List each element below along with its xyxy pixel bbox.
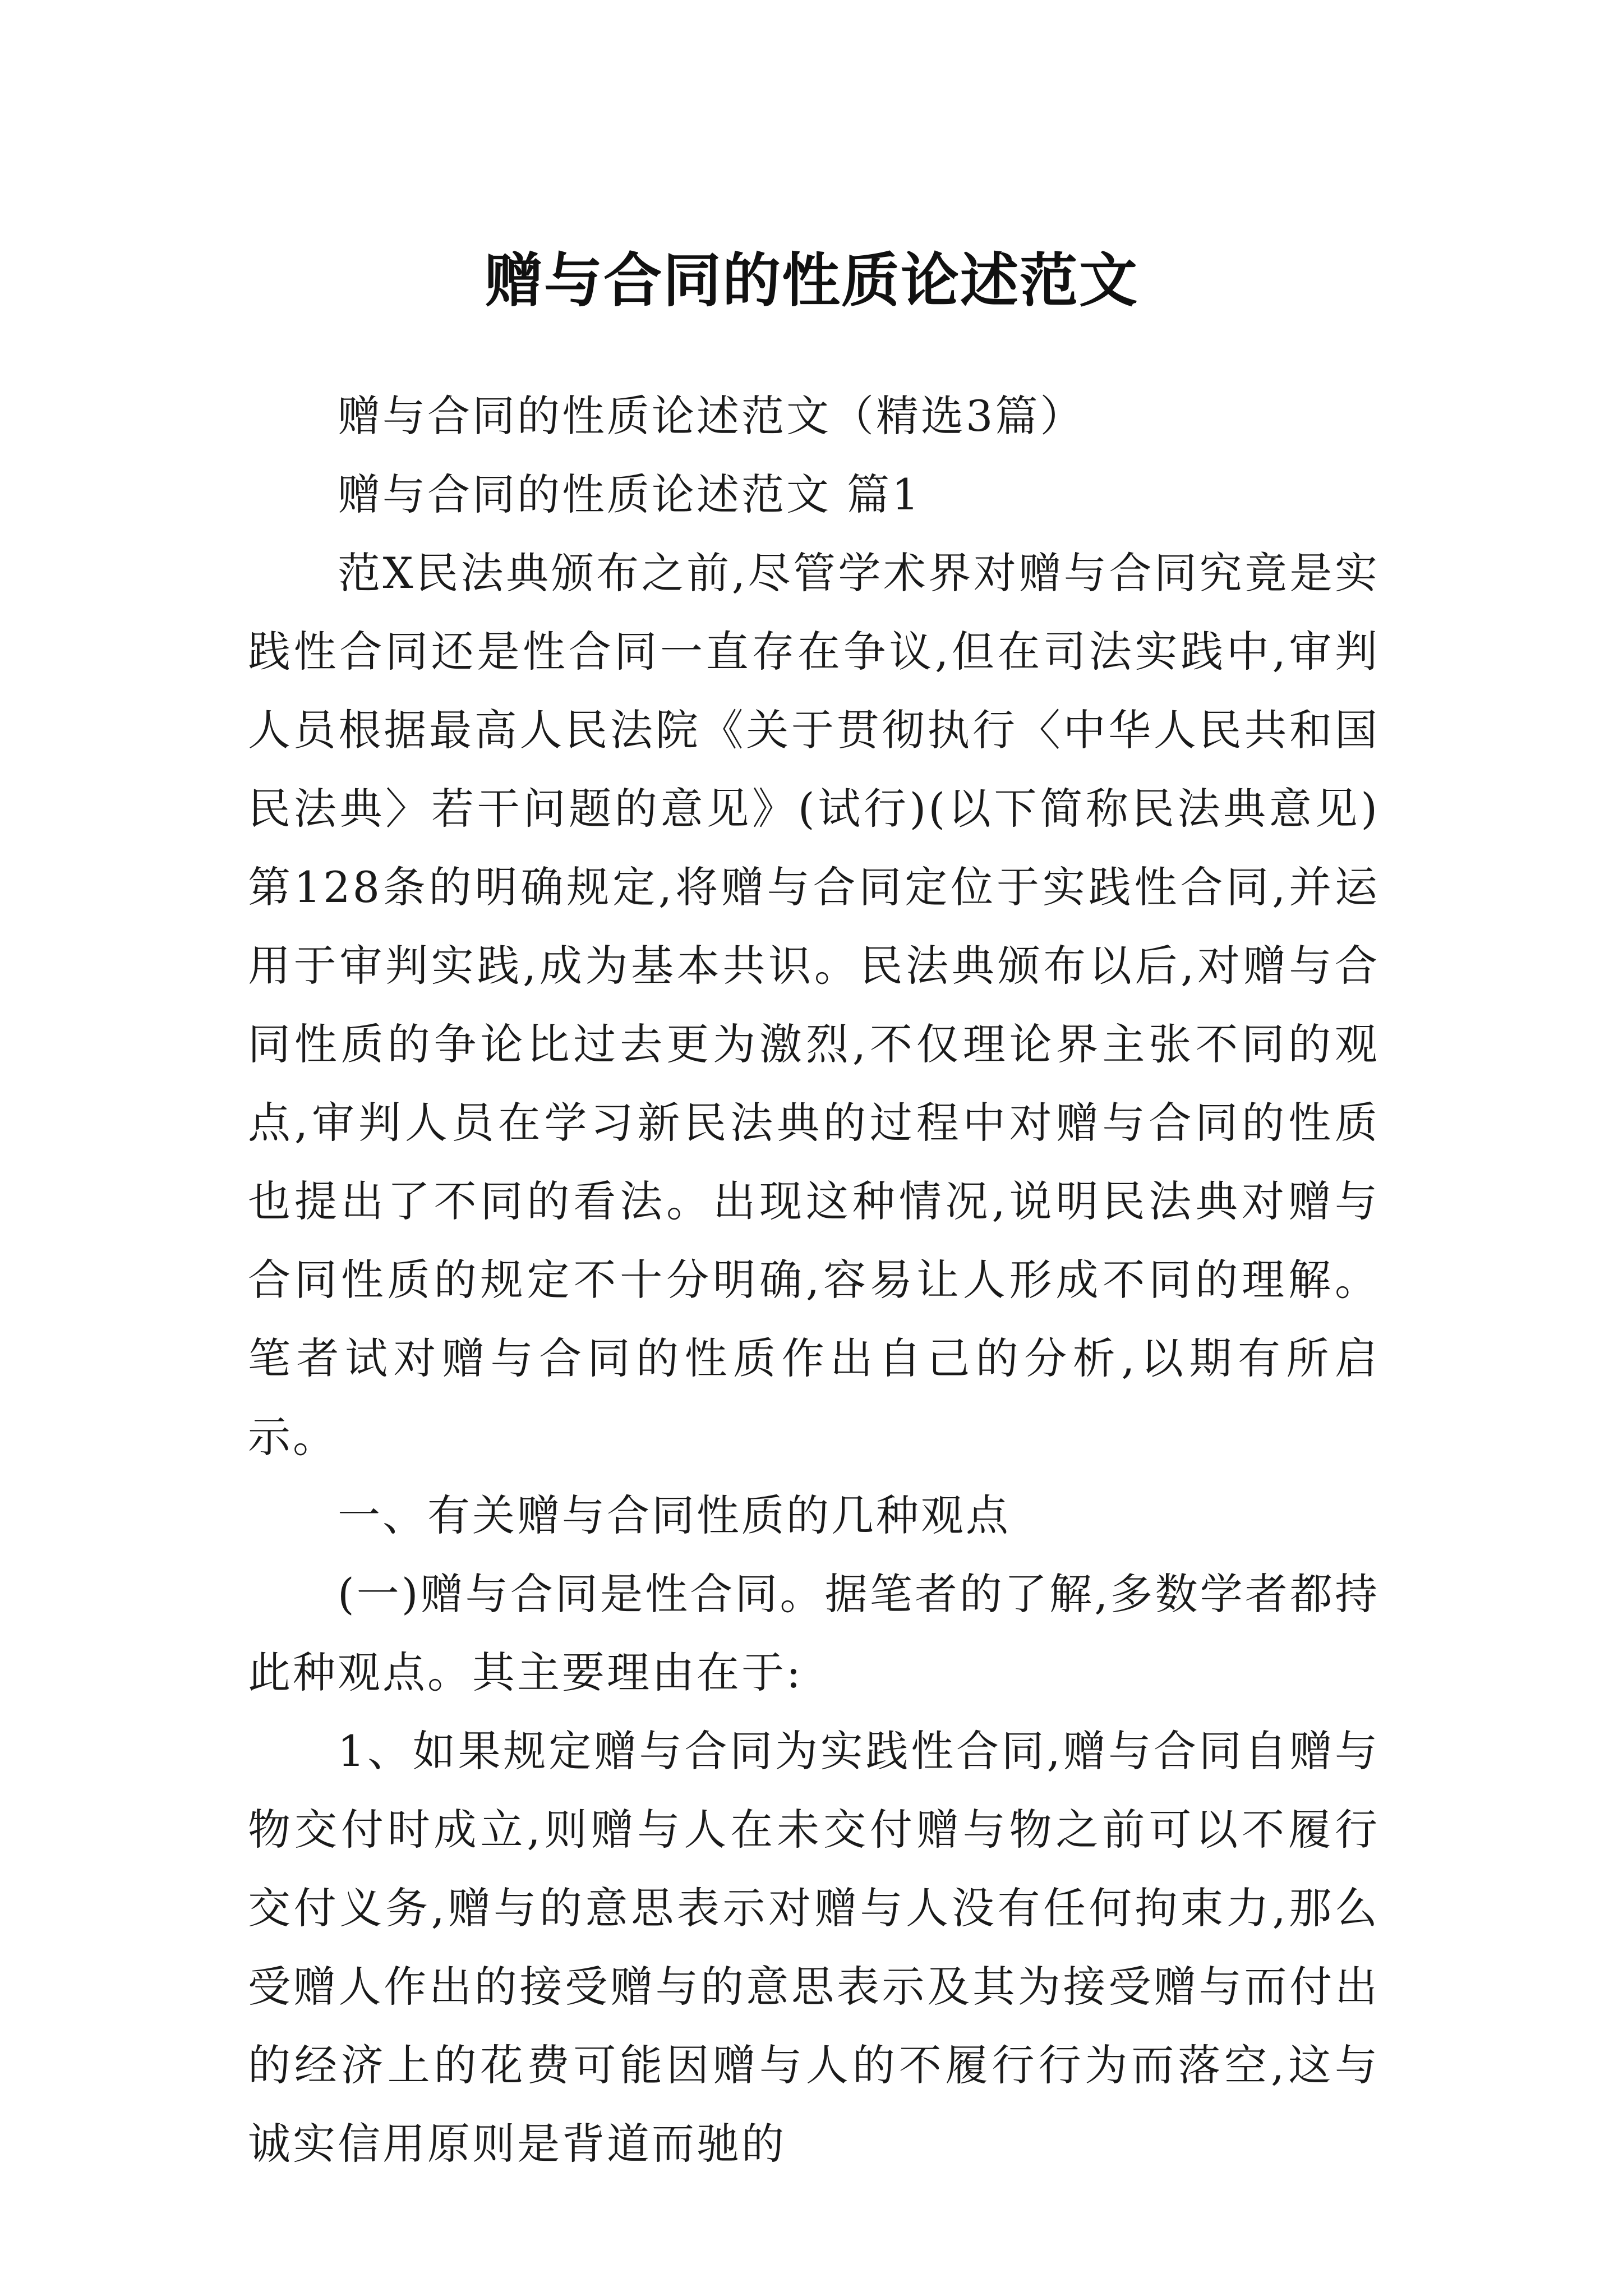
body-paragraph: 1、如果规定赠与合同为实践性合同,赠与合同自赠与物交付时成立,则赠与人在未交付赠与物之前可以不履行交付义务,赠与的意思表示对赠与人没有任何拘束力,那么受赠人作出的接受赠与的意思表示及其为接受赠与而付出的经济上的花费可能因赠与人的不履行行为而落空,这与诚实信用原则是背道而驰的 xyxy=(248,1726,1380,2169)
section-heading: 赠与合同的性质论述范文 篇1 xyxy=(338,470,921,519)
subtitle-paragraph: 赠与合同的性质论述范文（精选3篇） xyxy=(338,391,1085,441)
body-paragraph: 范X民法典颁布之前,尽管学术界对赠与合同究竟是实践性合同还是性合同一直存在争议,但在司法实践中,审判人员根据最高人民法院《关于贯彻执行〈中华人民共和国民法典〉若干问题的意见》(试行)(以下简称民法典意见)第128条的明确规定,将赠与合同定位于实践性合同,并运用于审判实践,成为基本共识。民法典颁布以后,对赠与合同性质的争论比过去更为激烈,不仅理论界主张不同的观点,审判人员在学习新民法典的过程中对赠与合同的性质也提出了不同的看法。出现这种情况,说明民法典对赠与合同性质的规定不十分明确,容易让人形成不同的理解。笔者试对赠与合同的性质作出自己的分析,以期有所启示。 xyxy=(248,548,1380,1462)
document-body xyxy=(248,377,1380,2183)
body-paragraph: (一)赠与合同是性合同。据笔者的了解,多数学者都持此种观点。其主要理由在于: xyxy=(248,1569,1380,1697)
body-paragraph: 一、有关赠与合同性质的几种观点 xyxy=(338,1490,1011,1540)
document-title: 赠与合同的性质论述范文 xyxy=(484,245,1138,315)
